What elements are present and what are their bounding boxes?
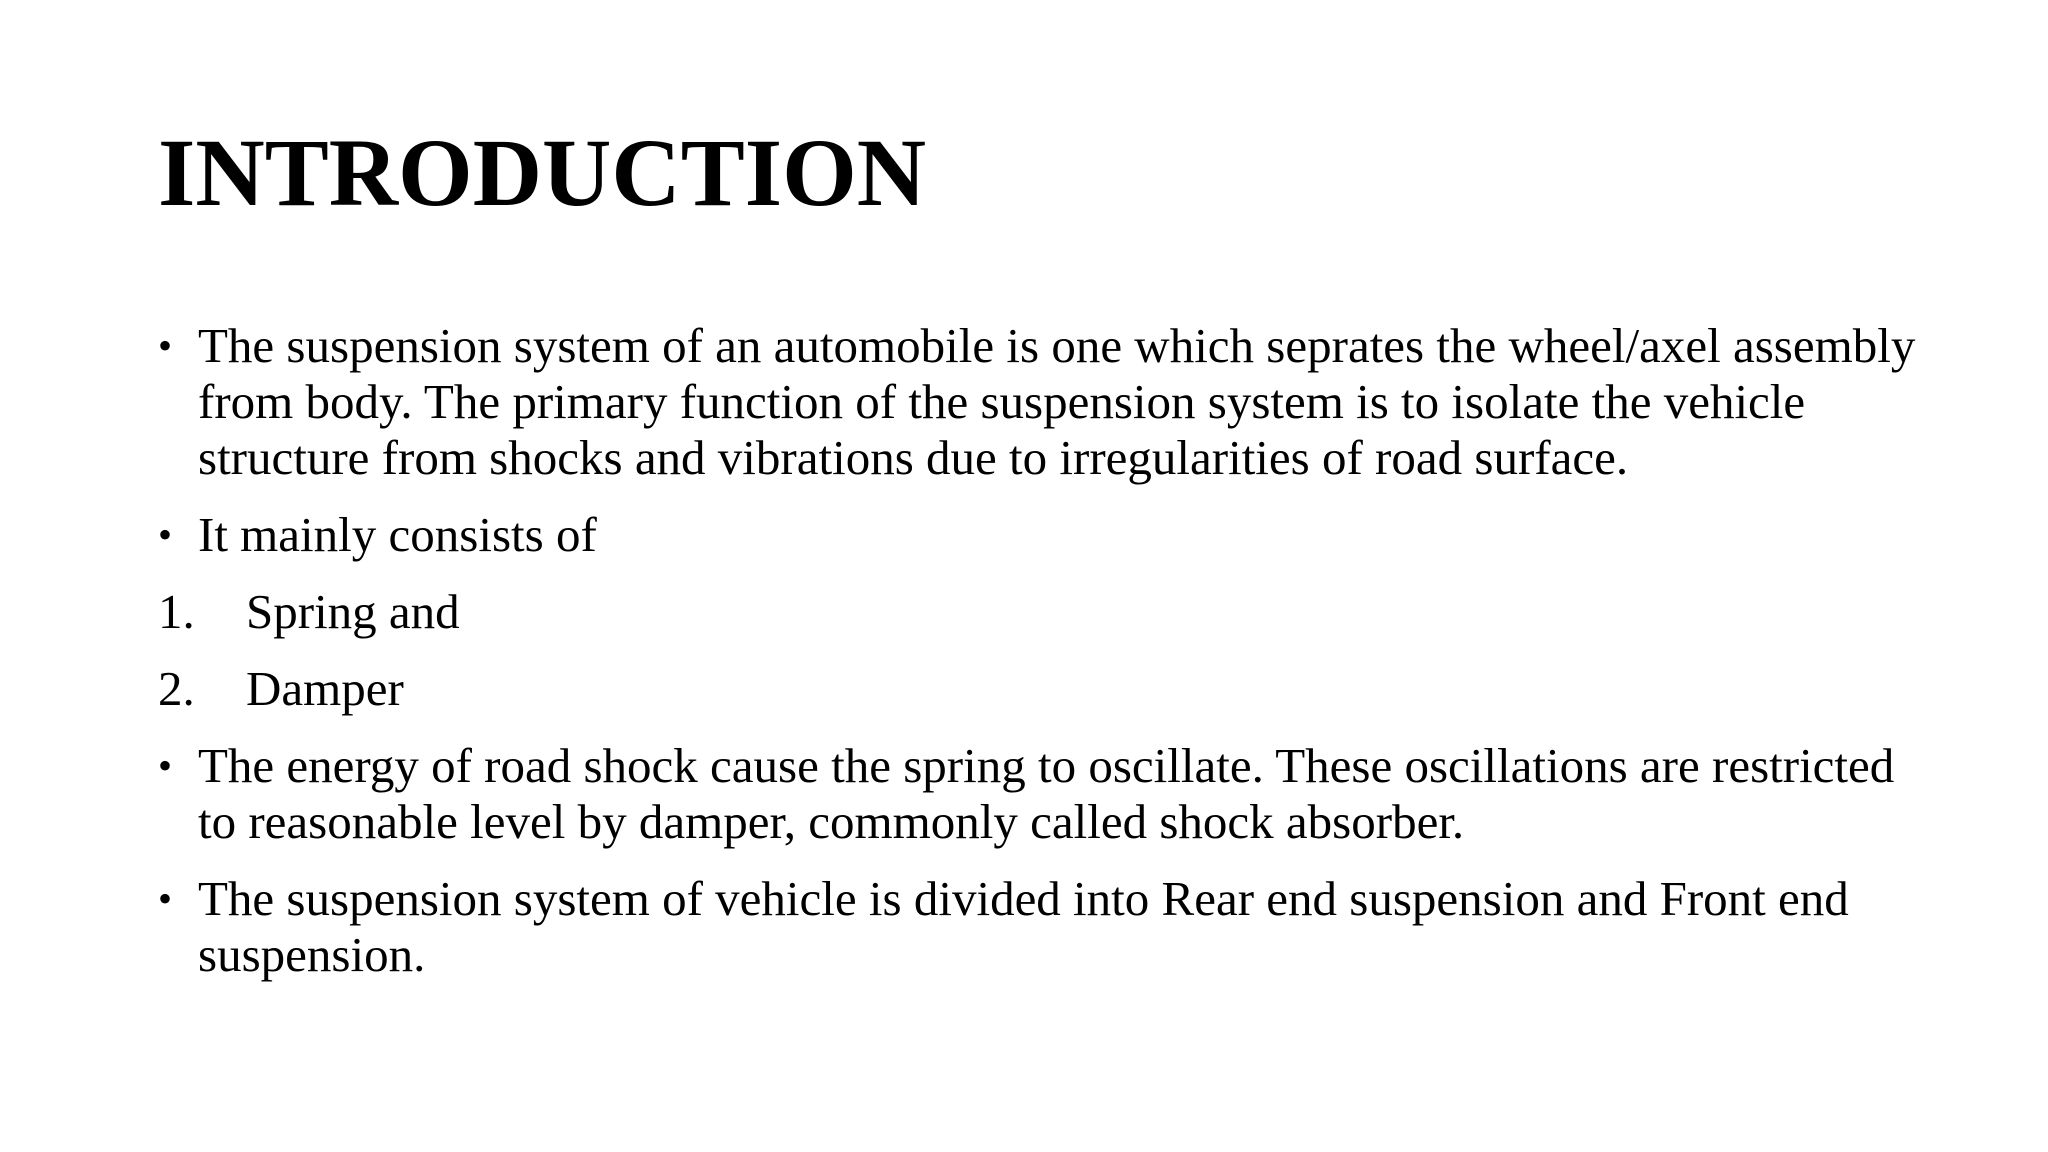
numbered-item: [158, 661, 1918, 717]
bullet-item: [158, 318, 1918, 486]
number-marker: 2.: [158, 661, 195, 716]
numbered-item: [158, 584, 1918, 640]
slide-title: INTRODUCTION: [158, 119, 927, 226]
number-marker: 1.: [158, 584, 195, 639]
bullet-item: [158, 738, 1918, 850]
bullet-marker: •: [158, 743, 173, 788]
numbered-text: Damper: [246, 661, 404, 716]
bullet-text: It mainly consists of: [198, 507, 597, 562]
bullet-text: The suspension system of vehicle is divided into Rear end suspension and Front end suspension.: [198, 871, 1849, 982]
bullet-marker: •: [158, 512, 173, 557]
bullet-marker: •: [158, 323, 173, 368]
bullet-text: The suspension system of an automobile is one which seprates the wheel/axel assembly from body. The primary function of the suspension system is to isolate the vehicle structure from shocks and vibrations due to irregularities of road surface.: [198, 318, 1916, 485]
numbered-text: Spring and: [246, 584, 460, 639]
bullet-item: [158, 507, 1918, 563]
bullet-item: [158, 871, 1918, 983]
slide-body: [158, 318, 1918, 1004]
bullet-marker: •: [158, 876, 173, 921]
bullet-text: The energy of road shock cause the spring to oscillate. These oscillations are restricted to reasonable level by damper, commonly called shock absorber.: [198, 738, 1895, 849]
